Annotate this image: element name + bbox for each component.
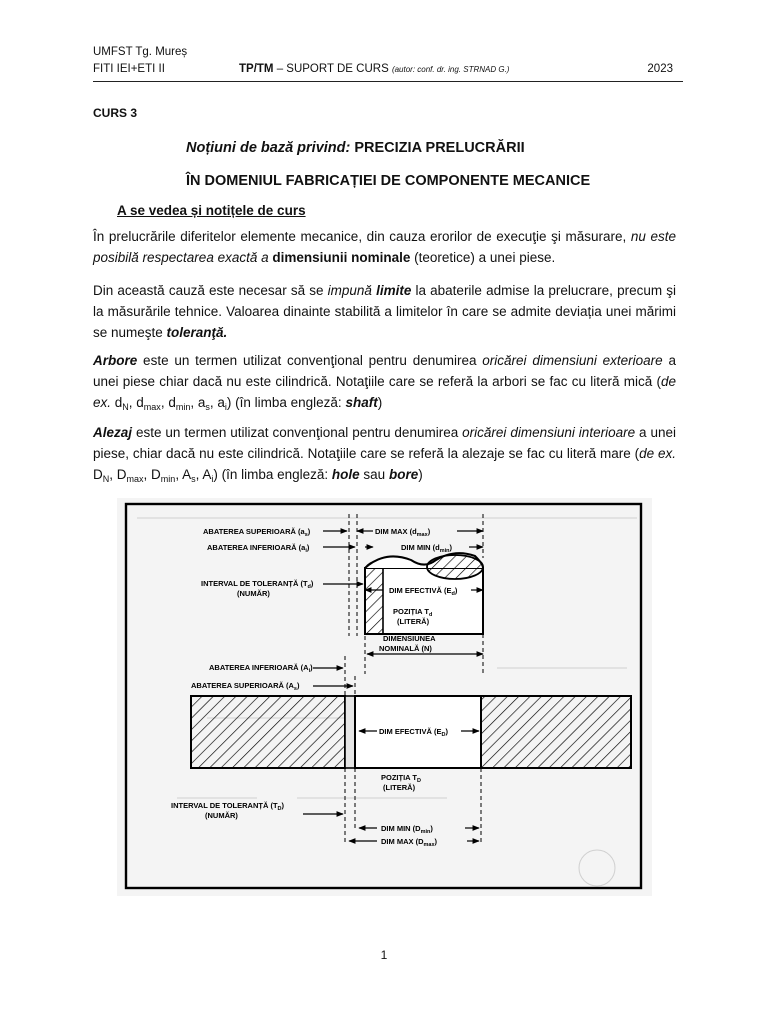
p4-italic: oricărei dimensiuni interioare <box>462 425 636 440</box>
p4-sub: s <box>191 474 196 484</box>
title-bold-part: PRECIZIA PRELUCRĂRII <box>350 140 525 156</box>
p3-sub: min <box>175 402 191 412</box>
header-left <box>93 44 187 78</box>
p4-end: ) <box>418 467 423 482</box>
label-dim-min-hole: DIM MIN $(D_{min})$ <box>381 824 433 835</box>
p1-bold-term: dimensiunii nominale <box>272 250 411 265</box>
p3-english: shaft <box>345 395 378 410</box>
header-faculty: FITI IEI+ETI II <box>93 63 165 75</box>
label-dim-efectiva-hole: DIM EFECTIVĂ $(E_D)$ <box>379 727 448 738</box>
p4-sym: , D <box>143 467 161 482</box>
p4-sub: min <box>160 474 176 484</box>
p3-sym: , a <box>190 395 206 410</box>
p4-english-hole: hole <box>331 467 360 482</box>
label-pozitia-shaft: POZIȚIA $T_d$ <box>393 607 433 618</box>
p2-term: toleranţă. <box>166 325 228 340</box>
header-course-title: – SUPORT DE CURS <box>273 63 392 75</box>
p3-example: de ex. <box>93 374 676 410</box>
document-title-line-2: ÎN DOMENIUL FABRICAȚIEI DE COMPONENTE MECANICE <box>186 173 591 189</box>
tolerance-figure <box>117 498 652 896</box>
p4-english-bore: bore <box>388 467 419 482</box>
p3-term: Arbore <box>93 353 138 368</box>
header-course-code: TP/TM <box>239 63 274 75</box>
paragraph-intro <box>93 226 676 268</box>
p4-text: este un termen utilizat convenţional pentru denumirea <box>132 425 463 440</box>
p4-text-2: a unei piese, chiar dacă nu este cilindrică. Notaţiile care se referă la alezaje se fac cu literă mare ( <box>93 425 676 461</box>
p4-sub: max <box>126 474 144 484</box>
label-dim-max-hole: DIM MAX $(D_{max})$ <box>381 837 438 848</box>
p2-mid: la abaterile admise la prelucrare, precum şi la măsurările tehnice. Valoarea dinainte stabilită a limitelor în care se admite deviația unei mărimi se numeşte <box>93 283 676 340</box>
p3-sym: d <box>111 395 123 410</box>
p3-end: ) <box>377 395 383 410</box>
label-pozitia-hole: POZIȚIA $T_D$ <box>381 773 421 784</box>
header-year: 2023 <box>647 63 673 75</box>
curs-label: CURS 3 <box>93 106 138 120</box>
p2-text: Din această cauză este necesar să se <box>93 283 328 298</box>
label-abaterea-superioara-shaft: ABATEREA SUPERIOARĂ $(a_s)$ <box>203 527 311 538</box>
p2-limits: limite <box>376 283 412 298</box>
header-rule <box>93 81 683 82</box>
p3-sym: , d <box>128 395 144 410</box>
label-nominala: NOMINALĂ (N) <box>379 644 432 653</box>
p4-sym: D <box>93 467 103 482</box>
label-abaterea-inferioara-shaft: ABATEREA INFERIOARĂ $(a_i)$ <box>207 543 310 554</box>
p4-sub: i <box>211 474 214 484</box>
paragraph-tolerance <box>93 280 676 343</box>
p4-term: Alezaj <box>93 425 133 440</box>
p4-or: sau <box>359 467 389 482</box>
label-interval-toleranta-shaft: INTERVAL DE TOLERANȚĂ $(T_d)$ <box>201 579 314 590</box>
p3-sub: s <box>205 402 210 412</box>
p3-sym: , a <box>209 395 225 410</box>
shaft-tolerance-zone <box>365 562 383 634</box>
page-number: 1 <box>380 948 388 962</box>
document-title-line-1 <box>186 140 525 156</box>
p4-sub: N <box>102 474 110 484</box>
p3-sub: max <box>143 402 161 412</box>
p4-text-3: ) (în limba engleză: <box>213 467 332 482</box>
header-center <box>239 61 509 78</box>
p3-italic: oricărei dimensiuni exterioare <box>482 353 663 368</box>
page-header <box>93 44 683 84</box>
p3-sym: , d <box>160 395 176 410</box>
label-litera-shaft: (LITERĂ) <box>397 617 430 626</box>
p1-italic: nu este posibilă respectarea exactă a <box>93 229 676 265</box>
section-heading: A se vedea și notițele de curs <box>117 203 306 218</box>
paragraph-shaft <box>93 350 676 413</box>
label-abaterea-inferioara-hole: ABATEREA INFERIOARĂ $(A_i)$ <box>209 663 313 674</box>
p3-sub: N <box>122 402 129 412</box>
label-interval-toleranta-hole: INTERVAL DE TOLERANȚĂ $(T_D)$ <box>171 801 285 812</box>
p4-sym: , D <box>109 467 127 482</box>
p4-sym: , A <box>175 467 192 482</box>
label-dim-efectiva-shaft: DIM EFECTIVĂ $(E_d)$ <box>389 586 458 597</box>
p1-text: În prelucrările diferitelor elemente mecanice, din cauza erorilor de execuţie şi măsurare, <box>93 229 631 244</box>
p3-text-3: ) (în limba engleză: <box>226 395 346 410</box>
label-dim-min-shaft: DIM MIN $(d_{min})$ <box>401 543 453 554</box>
p3-text: este un termen utilizat convenţional pentru denumirea <box>137 353 483 368</box>
label-litera-hole: (LITERĂ) <box>383 783 416 792</box>
p4-example: de ex. <box>639 446 676 461</box>
header-author: (autor: conf. dr. ing. STRNAD G.) <box>391 65 510 74</box>
label-abaterea-superioara-hole: ABATEREA SUPERIOARĂ $(A_s)$ <box>191 681 300 692</box>
hole-part-right <box>481 696 631 768</box>
shaft-end-section <box>427 555 483 579</box>
p2-italic: impună <box>327 283 372 298</box>
label-dim-max-shaft: DIM MAX $(d_{max})$ <box>375 527 431 538</box>
label-dimensiunea: DIMENSIUNEA <box>383 634 436 643</box>
label-numar-hole: (NUMĂR) <box>205 811 238 820</box>
title-italic-part: Noțiuni de bază privind: <box>186 140 351 156</box>
p3-text-2: a unei piese chiar dacă nu este cilindrică. Notaţiile care se referă la arbori se fac cu literă mică ( <box>93 353 677 389</box>
header-institution: UMFST Tg. Mureș <box>93 46 188 58</box>
hole-part-left <box>191 696 345 768</box>
paragraph-hole <box>93 422 676 485</box>
p1-end: (teoretice) a unei piese. <box>410 250 556 265</box>
label-numar-shaft: (NUMĂR) <box>237 589 270 598</box>
hole-tolerance-zone <box>345 696 355 768</box>
p4-sym: , A <box>195 467 212 482</box>
p3-sub: i <box>224 402 227 412</box>
